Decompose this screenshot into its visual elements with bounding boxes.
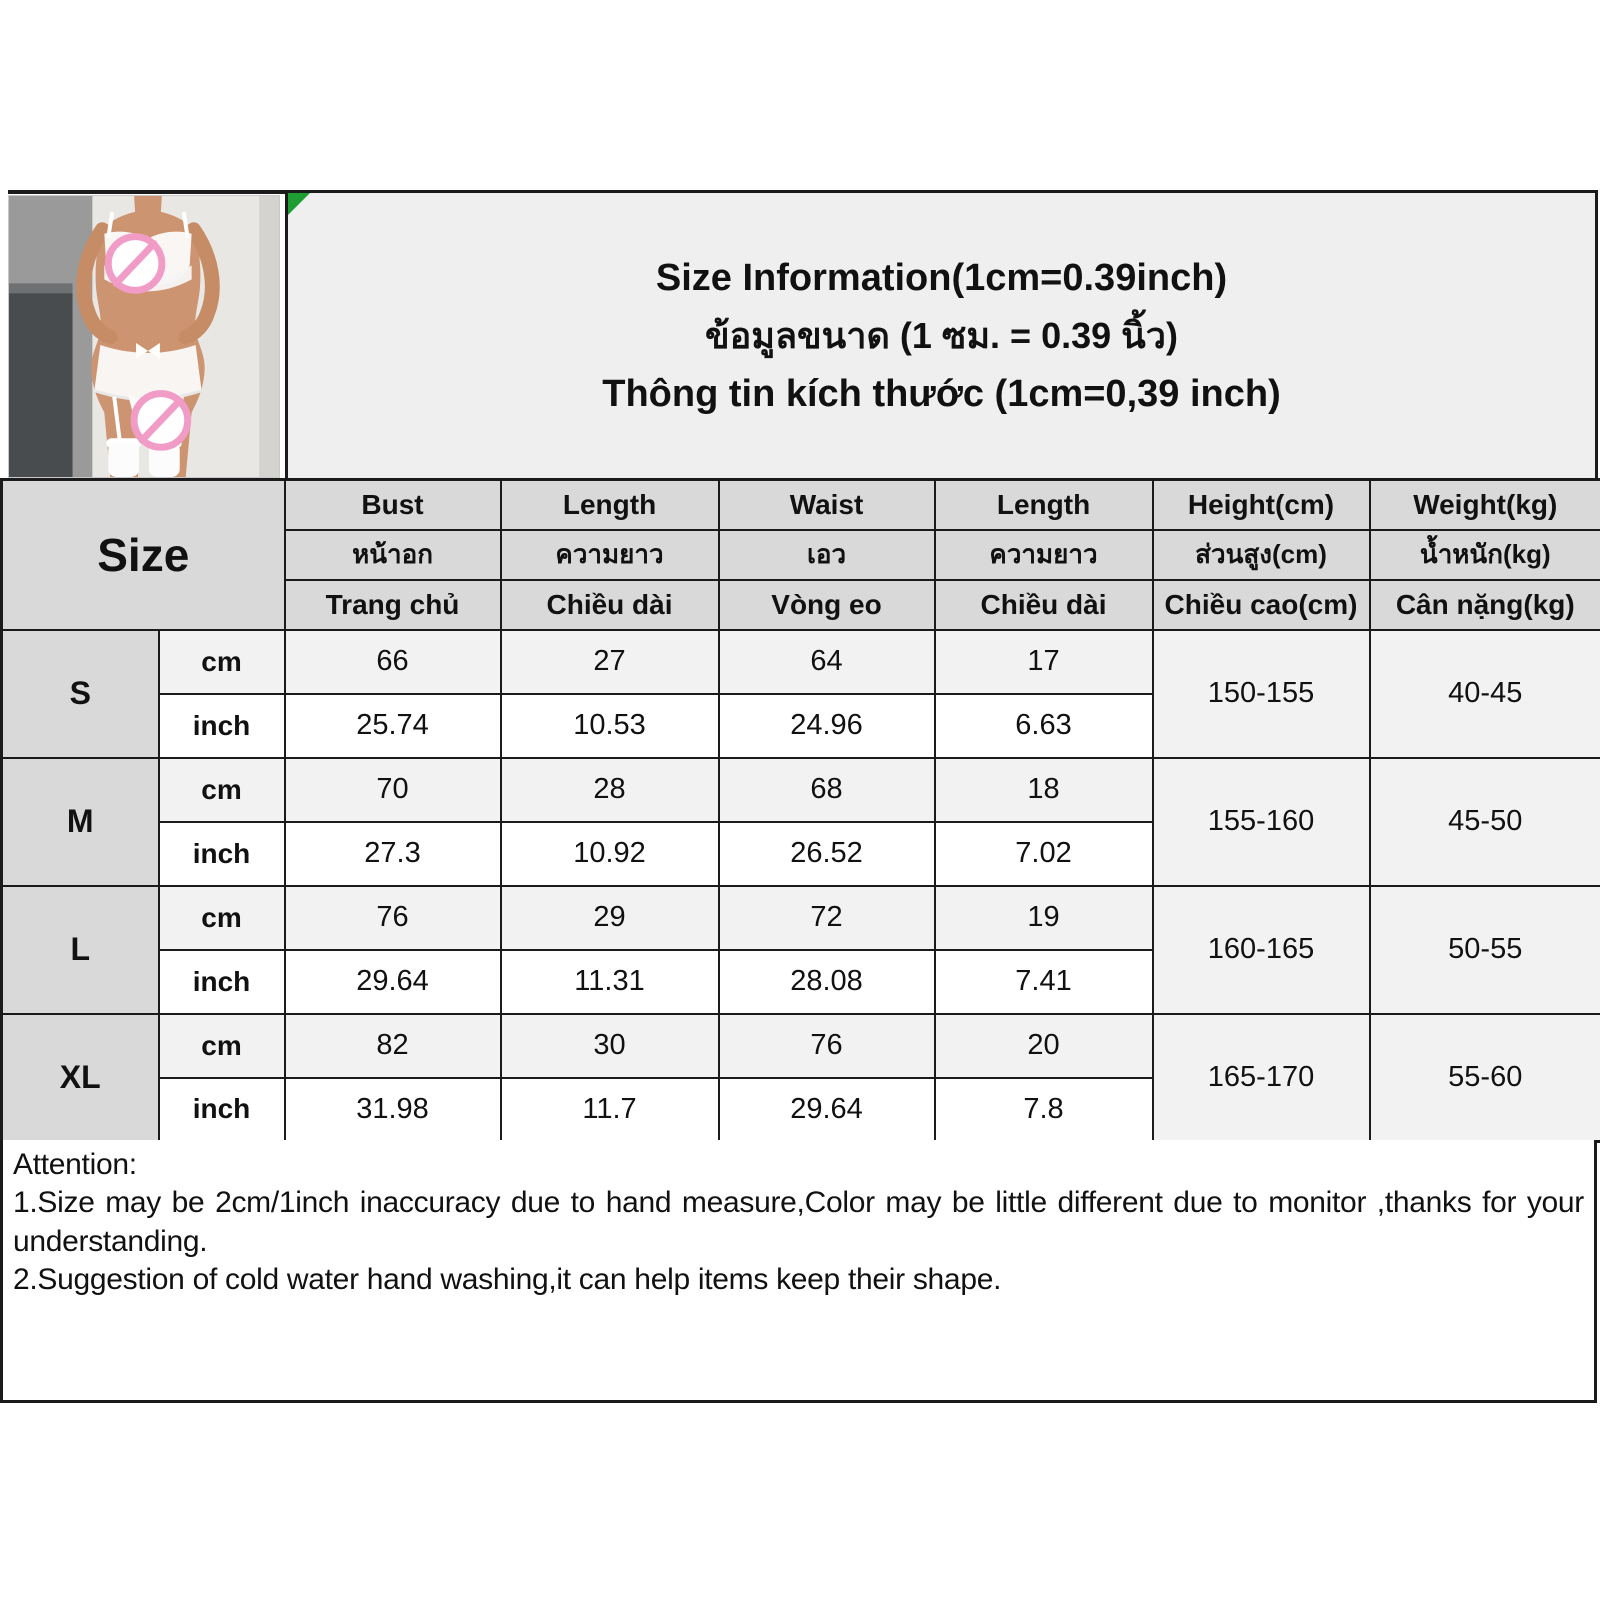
- unit-cm: cm: [159, 1014, 285, 1078]
- col-header-waist-en: Waist: [719, 480, 935, 530]
- size-label-l: L: [2, 886, 159, 1014]
- value-cell: 66: [285, 630, 501, 694]
- excel-corner-marker-icon: [288, 193, 310, 215]
- unit-cm: cm: [159, 758, 285, 822]
- value-cell: 31.98: [285, 1078, 501, 1142]
- size-label-m: M: [2, 758, 159, 886]
- value-cell: 27: [501, 630, 719, 694]
- value-cell: 10.92: [501, 822, 719, 886]
- col-header-height-vi: Chiều cao(cm): [1153, 580, 1370, 630]
- col-header-bust-vi: Trang chủ: [285, 580, 501, 630]
- value-cell: 29.64: [719, 1078, 935, 1142]
- value-cell: 11.31: [501, 950, 719, 1014]
- value-cell: 29.64: [285, 950, 501, 1014]
- title-thai: ข้อมูลขนาด (1 ซม. = 0.39 นิ้ว): [705, 314, 1178, 356]
- value-cell: 72: [719, 886, 935, 950]
- product-photo: [8, 195, 280, 478]
- unit-inch: inch: [159, 1078, 285, 1142]
- value-cell: 24.96: [719, 694, 935, 758]
- col-header-length2-vi: Chiều dài: [935, 580, 1153, 630]
- value-cell: 76: [719, 1014, 935, 1078]
- value-cell: 82: [285, 1014, 501, 1078]
- value-cell: 28.08: [719, 950, 935, 1014]
- unit-cm: cm: [159, 630, 285, 694]
- attention-notes: [0, 1140, 1597, 1403]
- col-header-length2-th: ความยาว: [935, 530, 1153, 580]
- value-cell: 27.3: [285, 822, 501, 886]
- size-label-s: S: [2, 630, 159, 758]
- height-range: 155-160: [1153, 758, 1370, 886]
- value-cell: 30: [501, 1014, 719, 1078]
- size-label-xl: XL: [2, 1014, 159, 1142]
- col-header-weight-en: Weight(kg): [1370, 480, 1600, 530]
- value-cell: 7.02: [935, 822, 1153, 886]
- height-range: 160-165: [1153, 886, 1370, 1014]
- value-cell: 70: [285, 758, 501, 822]
- col-header-length2-en: Length: [935, 480, 1153, 530]
- value-cell: 26.52: [719, 822, 935, 886]
- value-cell: 76: [285, 886, 501, 950]
- value-cell: 64: [719, 630, 935, 694]
- size-header-cell: Size: [2, 480, 285, 630]
- unit-inch: inch: [159, 822, 285, 886]
- attention-heading: Attention:: [13, 1148, 137, 1181]
- attention-line-1: 1.Size may be 2cm/1inch inaccuracy due to hand measure,Color may be little different due to monitor ,thanks for your understanding.: [13, 1186, 1584, 1258]
- lingerie-model-illustration: [9, 196, 279, 477]
- col-header-length-vi: Chiều dài: [501, 580, 719, 630]
- height-range: 165-170: [1153, 1014, 1370, 1142]
- value-cell: 11.7: [501, 1078, 719, 1142]
- value-cell: 20: [935, 1014, 1153, 1078]
- col-header-length-en: Length: [501, 480, 719, 530]
- value-cell: 6.63: [935, 694, 1153, 758]
- value-cell: 29: [501, 886, 719, 950]
- col-header-height-th: ส่วนสูง(cm): [1153, 530, 1370, 580]
- size-info-header: [285, 190, 1598, 478]
- weight-range: 45-50: [1370, 758, 1600, 886]
- title-english: Size Information(1cm=0.39inch): [655, 256, 1228, 299]
- col-header-waist-th: เอว: [719, 530, 935, 580]
- value-cell: 19: [935, 886, 1153, 950]
- censored-icon: [134, 394, 188, 448]
- weight-range: 55-60: [1370, 1014, 1600, 1142]
- unit-inch: inch: [159, 950, 285, 1014]
- col-header-bust-th: หน้าอก: [285, 530, 501, 580]
- censored-icon: [108, 237, 162, 291]
- table-row: [2, 630, 1600, 694]
- value-cell: 7.41: [935, 950, 1153, 1014]
- col-header-height-en: Height(cm): [1153, 480, 1370, 530]
- table-row: [2, 1014, 1600, 1078]
- attention-line-2: 2.Suggestion of cold water hand washing,it can help items keep their shape.: [13, 1263, 1002, 1297]
- title-vietnamese: Thông tin kích thước (1cm=0,39 inch): [602, 372, 1281, 415]
- value-cell: 28: [501, 758, 719, 822]
- height-range: 150-155: [1153, 630, 1370, 758]
- unit-inch: inch: [159, 694, 285, 758]
- col-header-waist-vi: Vòng eo: [719, 580, 935, 630]
- col-header-weight-vi: Cân nặng(kg): [1370, 580, 1600, 630]
- col-header-weight-th: น้ำหนัก(kg): [1370, 530, 1600, 580]
- value-cell: 25.74: [285, 694, 501, 758]
- weight-range: 40-45: [1370, 630, 1600, 758]
- col-header-bust-en: Bust: [285, 480, 501, 530]
- table-row: [2, 758, 1600, 822]
- size-table: [0, 478, 1600, 1143]
- value-cell: 18: [935, 758, 1153, 822]
- value-cell: 7.8: [935, 1078, 1153, 1142]
- value-cell: 68: [719, 758, 935, 822]
- weight-range: 50-55: [1370, 886, 1600, 1014]
- unit-cm: cm: [159, 886, 285, 950]
- value-cell: 10.53: [501, 694, 719, 758]
- col-header-length-th: ความยาว: [501, 530, 719, 580]
- table-row: [2, 886, 1600, 950]
- value-cell: 17: [935, 630, 1153, 694]
